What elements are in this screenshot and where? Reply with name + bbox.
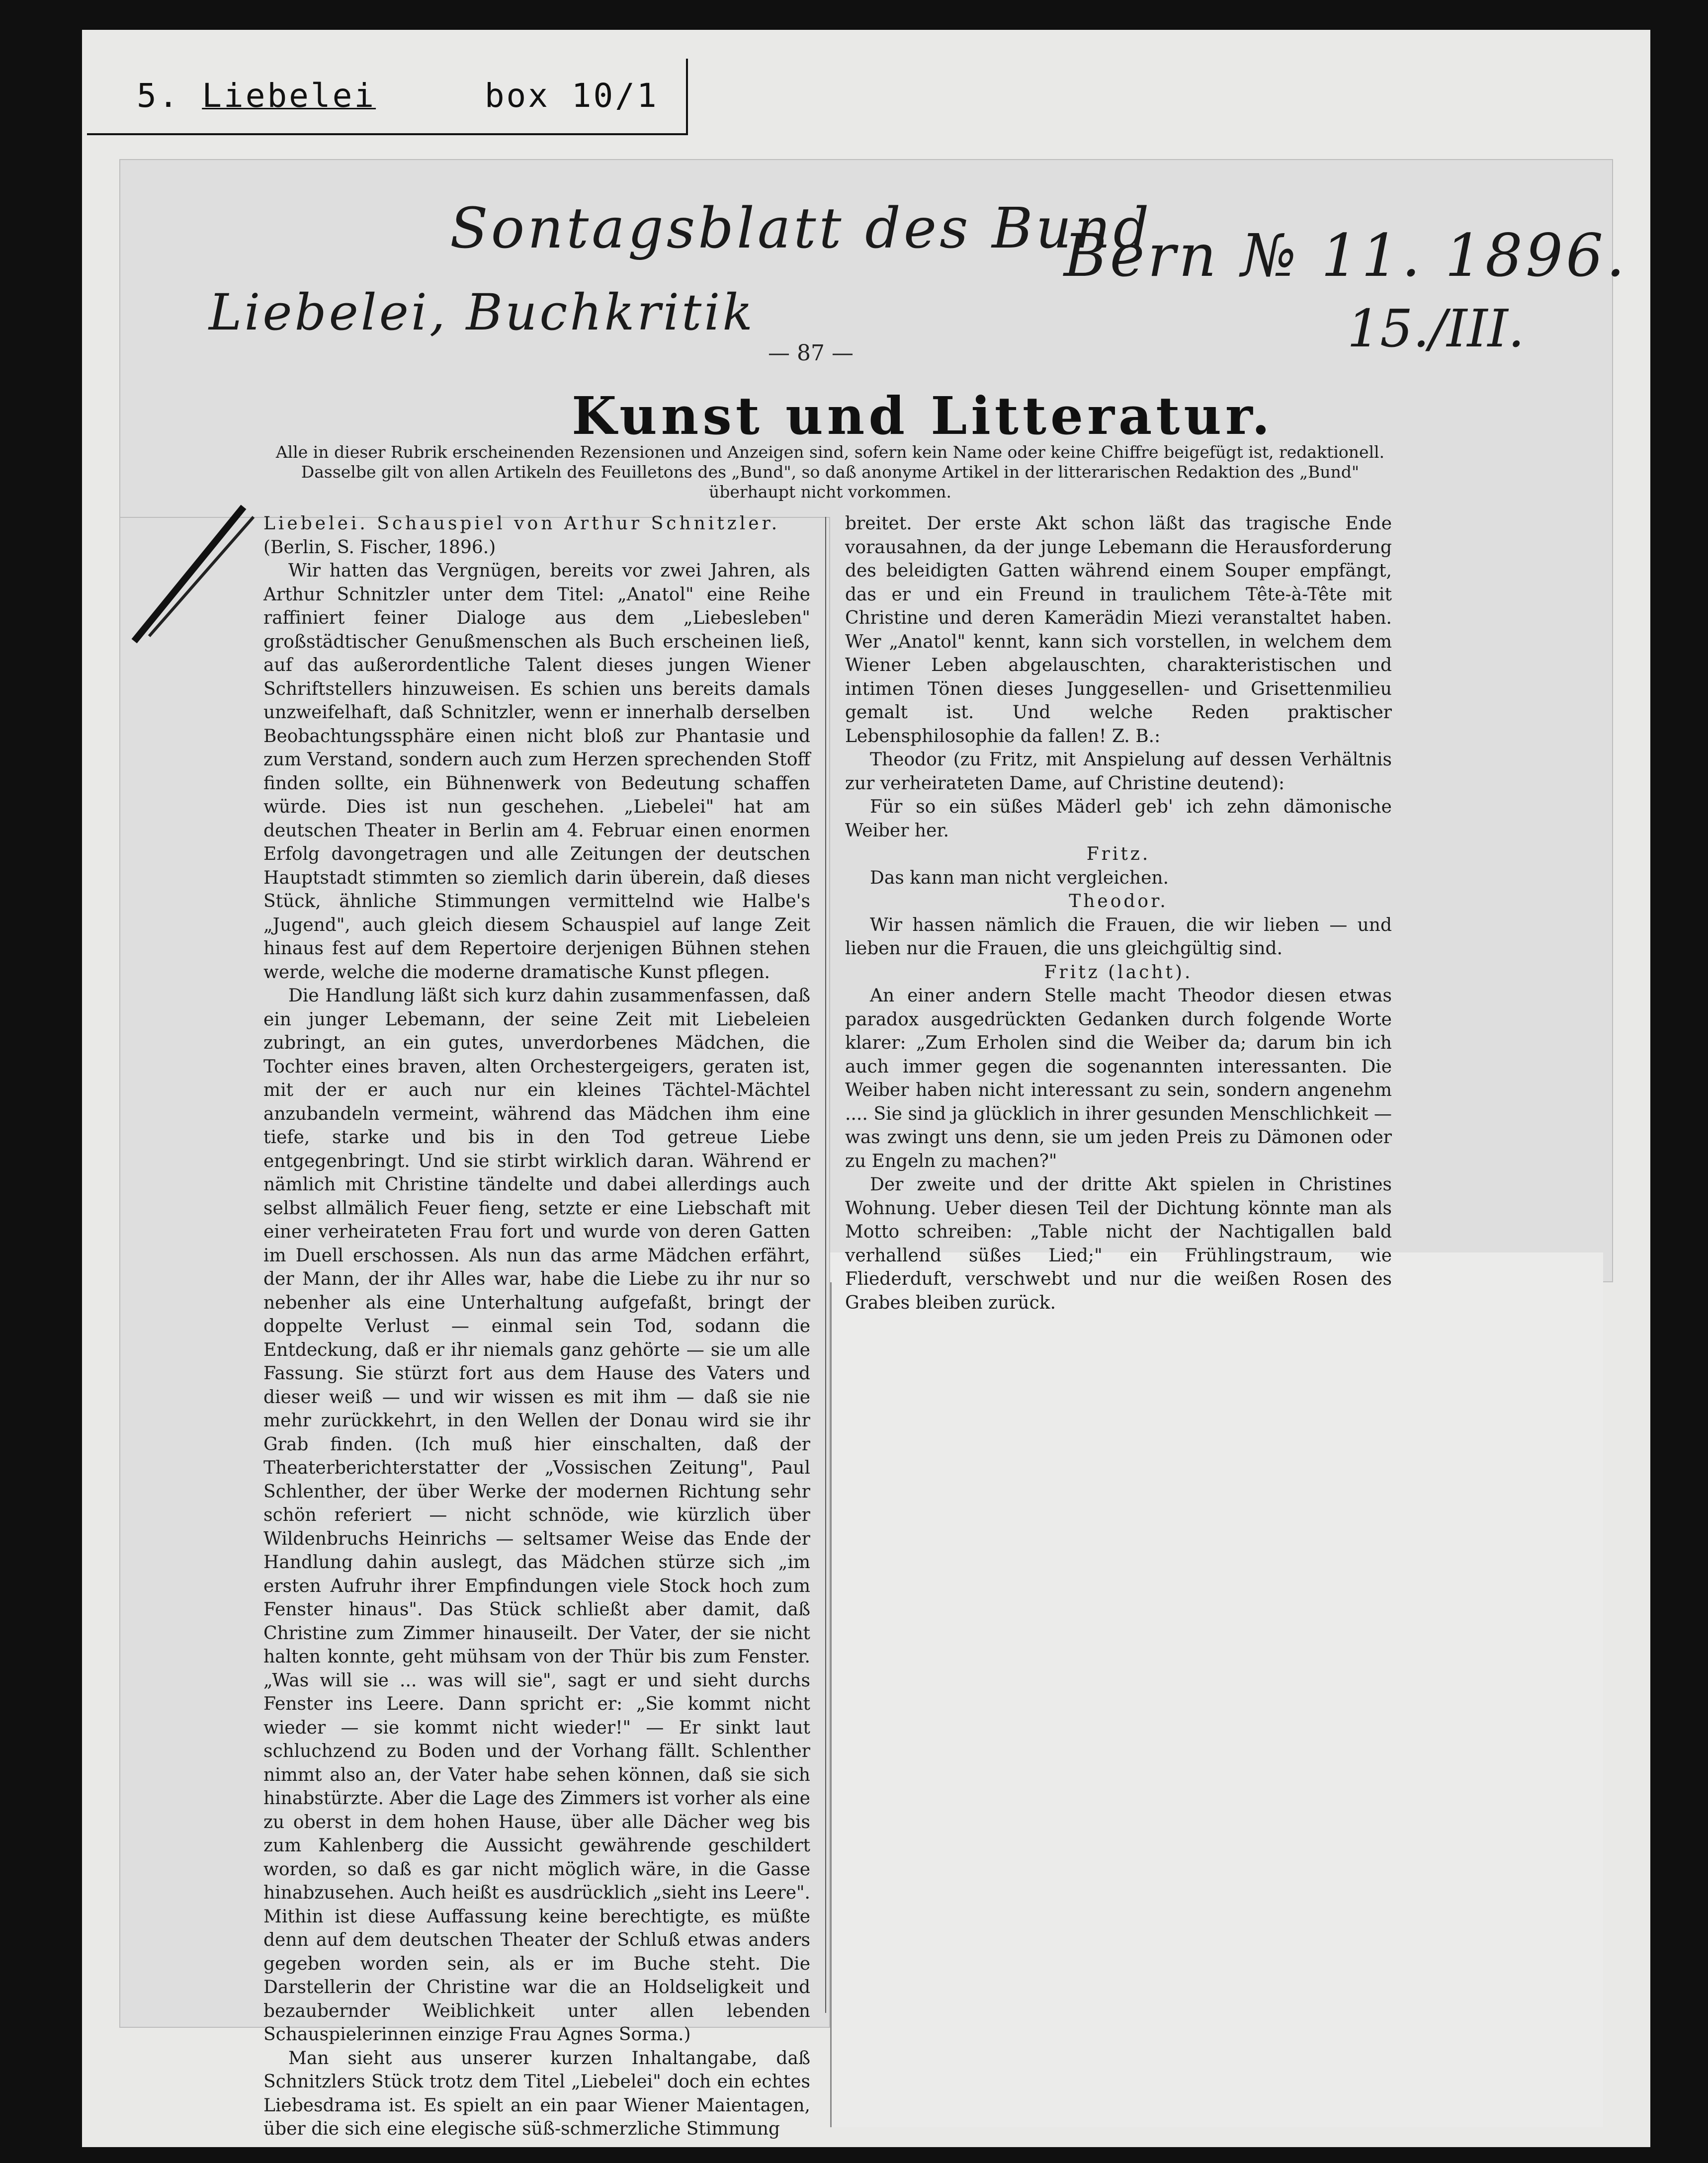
article-paragraph: Man sieht aus unserer kurzen Inhaltangabe, daß Schnitzlers Stück trotz dem Titel „Liebelei" doch ein echtes Liebesdrama ist. Es spielt an ein paar Wiener Maientagen, über die sich eine elegische süß-schmerzliche Stimmung bbox=[263, 2048, 810, 2139]
handwritten-review-note: Liebelei, Buchkritik bbox=[209, 283, 755, 341]
notice-line: überhaupt nicht vorkommen. bbox=[708, 482, 952, 501]
dialogue-line: Das kann man nicht vergleichen. bbox=[870, 867, 1169, 888]
handwritten-place-number: Bern № 11. 1896. bbox=[1064, 221, 1628, 290]
article-paragraph: Wir hatten das Vergnügen, bereits vor zwei Jahren, als Arthur Schnitzler unter dem Titel: „Anatol" eine Reihe raffiniert feiner Dialoge aus dem „Liebesleben" großstädtischer Genußmenschen als Buch erscheinen ließ, auf das außerordentliche Talent dieses jungen Wiener Schriftstellers hinzuweisen. Es schien uns bereits damals unzweifelhaft, daß Schnitzler, wenn er innerhalb derselben Beobachtungssphäre einen nicht bloß zur Phantasie und zum Verstand, sondern auch zum Herzen sprechenden Stoff finden sollte, ein Bühnenwerk von Bedeutung schaffen würde. Dies ist nun geschehen. „Liebelei" hat am deutschen Theater in Berlin am 4. Februar einen enormen Erfolg davongetragen und alle Zeitungen der deutschen Hauptstadt stimmten so ziemlich darin überein, daß dieses Stück, ähnliche Stimmungen vermittelnd wie Halbe's „Jugend", auch gleich diesem Schauspiel auf lange Zeit hinaus fest auf dem Repertoire derjenigen Bühnen stehen werde, welche die moderne dramatische Kunst pflegen. bbox=[263, 561, 810, 983]
page-number: — 87 — bbox=[768, 340, 854, 366]
archive-label bbox=[87, 59, 688, 135]
notice-line: Dasselbe gilt von allen Artikeln des Feuilletons des „Bund", so daß anonyme Artikel in der litterarischen Redaktion des „Bund" bbox=[301, 462, 1360, 482]
dialogue-speaker: Theodor. bbox=[1069, 891, 1168, 912]
clipping-edge bbox=[830, 1282, 832, 2127]
article-paragraph: An einer andern Stelle macht Theodor diesen etwas paradox ausgedrückten Gedanken durch folgende Worte klarer: „Zum Erholen sind die Weiber da; darum bin ich auch immer gegen die sogenannten interessanten. Die Weiber haben nicht interessant zu sein, sondern angenehm .... Sie sind ja glücklich in ihrer gesunden Menschlichkeit — was zwingt uns denn, sie um jeden Preis zu Dämonen oder zu Engeln zu machen?" bbox=[845, 986, 1392, 1171]
dialogue-line: Für so ein süßes Mäderl geb' ich zehn dämonische Weiber her. bbox=[845, 797, 1392, 841]
handwritten-date: 15./III. bbox=[1347, 298, 1525, 359]
archive-number: 5. bbox=[137, 77, 180, 115]
archive-box: box 10/1 bbox=[484, 77, 659, 115]
archive-title: Liebelei bbox=[202, 77, 376, 115]
article-left-column bbox=[263, 512, 810, 2139]
article-publisher: (Berlin, S. Fischer, 1896.) bbox=[263, 537, 496, 558]
article-paragraph: Die Handlung läßt sich kurz dahin zusammenfassen, daß ein junger Lebemann, der seine Zeit mit Liebeleien zubringt, an ein gutes, unverdorbenes Mädchen, die Tochter eines braven, alten Orchestergeigers, geraten ist, mit der er auch nur ein kleines Tächtel-Mächtel anzubandeln vermeint, während das Mädchen ihm eine tiefe, starke und bis in den Tod getreue Liebe entgegenbringt. Und sie stirbt wirklich daran. Während er nämlich mit Christine tändelte und dabei allerdings auch selbst allmälich Feuer fieng, setzte er eine Liebschaft mit einer verheirateten Frau fort und wurde von deren Gatten im Duell erschossen. Als nun das arme Mädchen erfährt, der Mann, der ihr Alles war, habe die Liebe zu ihr nur so nebenher als eine Unterhaltung aufgefaßt, bringt der doppelte Verlust — einmal sein Tod, sodann die Entdeckung, daß er ihr niemals ganz gehörte — sie um alle Fassung. Sie stürzt fort aus dem Hause des Vaters und dieser weiß — und wir wissen es mit ihm — daß sie nie mehr zurückkehrt, in den Wellen der Donau wird sie ihr Grab finden. (Ich muß hier einschalten, daß der Theaterberichterstatter der „Vossischen Zeitung", Paul Schlenther, der über Werke der modernen Richtung sehr schön referiert — nicht schnöde, wie kürzlich über Wildenbruchs Heinrichs — seltsamer Weise das Ende der Handlung dahin auslegt, das Mädchen stürze sich „im ersten Aufruhr ihrer Empfindungen viele Stock hoch zum Fenster hinaus". Das Stück schließt aber damit, daß Christine zum Zimmer hinauseilt. Der Vater, der sie nicht halten konnte, geht mühsam von der Thür bis zum Fenster. „Was will sie ... was will sie", sagt er und sieht durchs Fenster ins Leere. Dann spricht er: „Sie kommt nicht wieder — sie kommt nicht wieder!" — Er sinkt laut schluchzend zu Boden und der Vorhang fällt. Schlenther nimmt also an, der Vater habe sehen können, daß sie sich hinabstürzte. Aber die Lage des Zimmers ist vorher als eine zu oberst in dem hohen Hause, über alle Dächer weg bis zum Kahlenberg die Aussicht gewährende geschildert worden, so daß es gar nicht möglich wäre, in die Gasse hinabzusehen. Auch heißt es ausdrücklich „sieht ins Leere". Mithin ist diese Auffassung keine berechtigte, es müßte denn auf dem deutschen Theater der Schluß etwas anders gegeben worden sein, als er im Buche steht. Die Darstellerin der Christine war die an Holdseligkeit und bezaubernder Weiblichkeit unter allen lebenden Schauspielerinnen einzige Frau Agnes Sorma.) bbox=[263, 986, 810, 2045]
handwritten-source: Sontagsblatt des Bund bbox=[450, 196, 1152, 261]
article-paragraph: breitet. Der erste Akt schon läßt das tragische Ende vorausahnen, da der junge Lebemann die Herausforderung des beleidigten Gatten während einem Souper empfängt, das er und ein Freund in traulichem Tête-à-Tête mit Christine und deren Kamerädin Miezi veranstaltet haben. Wer „Anatol" kennt, kann sich vorstellen, in welchem dem Wiener Leben abgelauschten, charakteristischen und intimen Tönen dieses Junggesellen- und Grisettenmilieu gemalt ist. Und welche Reden praktischer Lebensphilosophie da fallen! Z. B.: bbox=[845, 513, 1392, 747]
blank-sheet-area bbox=[830, 1252, 1603, 2127]
editorial-notice bbox=[258, 442, 1402, 502]
notice-line: Alle in dieser Rubrik erscheinenden Rezensionen und Anzeigen sind, sofern kein Name oder keine Chiffre beigefügt ist, redaktionell. bbox=[275, 442, 1385, 462]
pen-stroke-mark bbox=[124, 497, 273, 646]
dialogue-setup: Theodor (zu Fritz, mit Anspielung auf dessen Verhältnis zur verheirateten Dame, auf Christine deutend): bbox=[845, 749, 1392, 794]
article-title: Liebelei. Schauspiel von Arthur Schnitzler. bbox=[263, 513, 780, 534]
article-right-column bbox=[845, 512, 1392, 1313]
dialogue-line: Wir hassen nämlich die Frauen, die wir lieben — und lieben nur die Frauen, die uns gleichgültig sind. bbox=[845, 915, 1392, 959]
archive-label-text bbox=[137, 77, 659, 115]
article-paragraph: Der zweite und der dritte Akt spielen in Christines Wohnung. Ueber diesen Teil der Dichtung könnte man als Motto schreiben: „Table nicht der Nachtigallen bald verhallend süßes Lied;" ein Frühlingstraum, wie Fliederduft, verschwebt und nur die weißen Rosen des Grabes bleiben zurück. bbox=[845, 1174, 1392, 1313]
column-rule bbox=[825, 517, 826, 2013]
section-heading: Kunst und Litteratur. bbox=[572, 385, 1274, 446]
dialogue-speaker: Fritz. bbox=[1086, 844, 1151, 864]
dialogue-speaker: Fritz (lacht). bbox=[1044, 962, 1193, 983]
